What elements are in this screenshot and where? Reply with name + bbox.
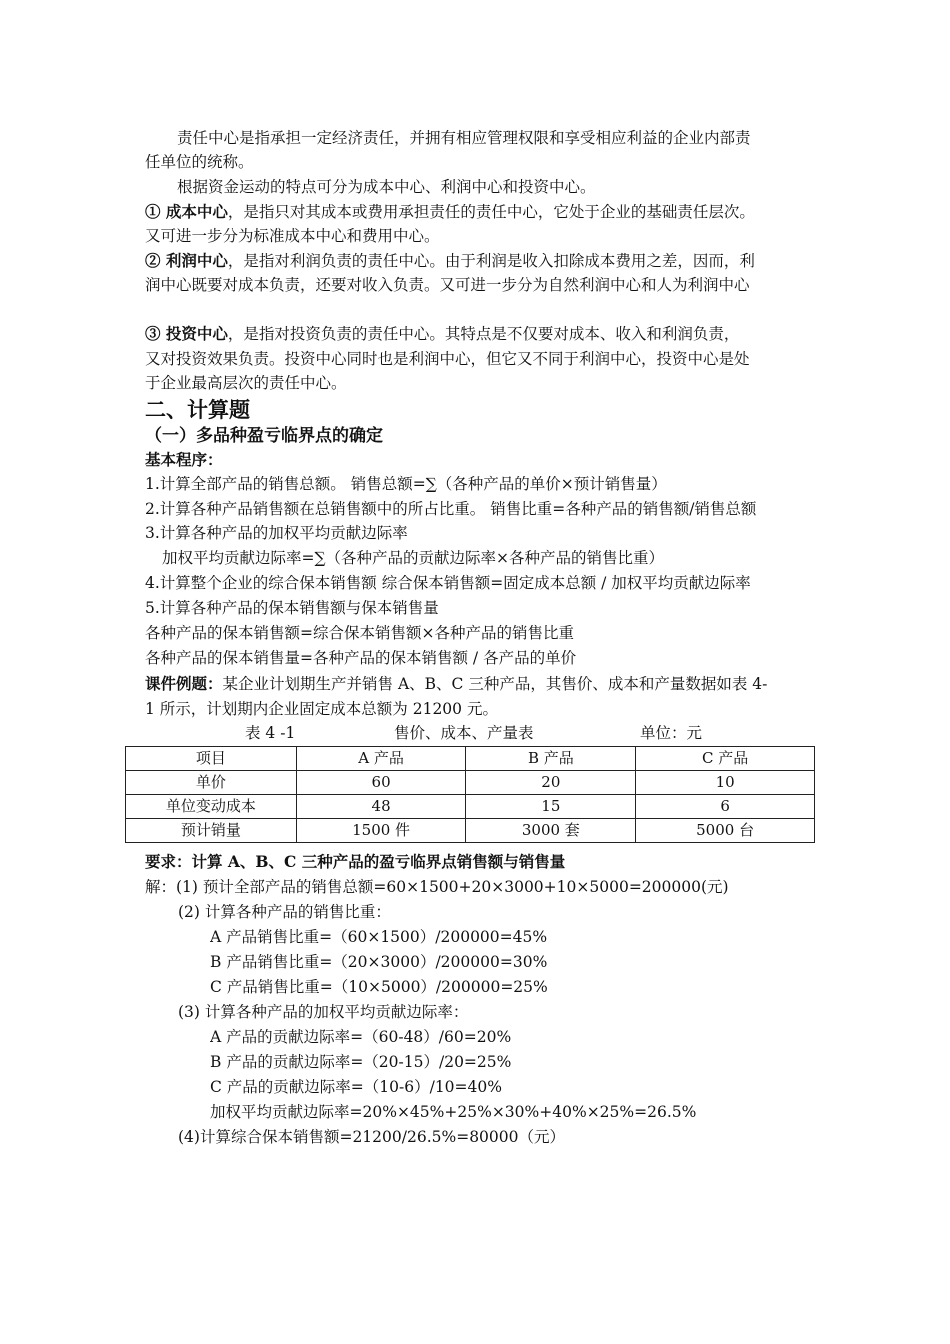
table-cell: 预计销量 — [126, 819, 297, 843]
table-header-cell: C 产品 — [636, 747, 815, 771]
example-line: 1 所示，计划期内企业固定成本总额为 21200 元。 — [145, 700, 498, 718]
price-cost-volume-table — [125, 746, 815, 843]
investment-center-line: 又对投资效果负责。投资中心同时也是利润中心，但它又不同于利润中心，投资中心是处 — [145, 350, 750, 368]
solution-line: (3) 计算各种产品的加权平均贡献边际率： — [178, 1003, 469, 1021]
table-cell: 20 — [466, 771, 636, 795]
solution-line: B 产品销售比重=（20×3000）/200000=30% — [210, 953, 548, 971]
procedure-formula: 各种产品的保本销售额=综合保本销售额×各种产品的销售比重 — [145, 624, 574, 642]
table-cell: 6 — [636, 795, 815, 819]
table-header-row — [126, 747, 815, 771]
profit-center-line: ② 利润中心，是指对利润负责的责任中心。由于利润是收入扣除成本费用之差，因而，利 — [145, 251, 755, 270]
table-row — [126, 771, 815, 795]
table-cell: 单价 — [126, 771, 297, 795]
cost-center-label: ① 成本中心 — [145, 202, 228, 221]
table-cell: 5000 台 — [636, 819, 815, 843]
requirement-line: 要求：计算 A、B、C 三种产品的盈亏临界点销售额与销售量 — [145, 852, 566, 871]
cost-center-line: ① 成本中心，是指只对其成本或费用承担责任的责任中心，它处于企业的基础责任层次。 — [145, 202, 755, 221]
procedure-step: 5.计算各种产品的保本销售额与保本销售量 — [145, 599, 439, 617]
example-line: 课件例题：某企业计划期生产并销售 A、B、C 三种产品，其售价、成本和产量数据如表 4- — [145, 674, 768, 693]
classification-line: 根据资金运动的特点可分为成本中心、利润中心和投资中心。 — [177, 178, 596, 196]
intro-paragraph-line: 任单位的统称。 — [145, 153, 254, 171]
table-header-cell: B 产品 — [466, 747, 636, 771]
procedure-step: 2.计算各种产品销售额在总销售额中的所占比重。 销售比重=各种产品的销售额/销售总额 — [145, 500, 757, 518]
table-cell: 48 — [296, 795, 466, 819]
solution-line: A 产品的贡献边际率=（60-48）/60=20% — [210, 1028, 512, 1046]
investment-center-line: 于企业最高层次的责任中心。 — [145, 374, 347, 392]
table-cell: 单位变动成本 — [126, 795, 297, 819]
table-cell: 60 — [296, 771, 466, 795]
procedure-formula: 加权平均贡献边际率=∑（各种产品的贡献边际率×各种产品的销售比重） — [162, 549, 665, 567]
procedure-label: 基本程序： — [145, 450, 223, 469]
table-unit: 单位：元 — [640, 724, 703, 742]
profit-center-line: 润中心既要对成本负责，还要对收入负责。又可进一步分为自然利润中心和人为利润中心 — [145, 276, 750, 294]
subsection-heading: （一）多品种盈亏临界点的确定 — [145, 426, 383, 446]
intro-paragraph-line: 责任中心是指承担一定经济责任，并拥有相应管理权限和享受相应利益的企业内部责 — [177, 129, 751, 147]
table-cell: 15 — [466, 795, 636, 819]
investment-center-label: ③ 投资中心 — [145, 324, 228, 343]
table-cell: 1500 件 — [296, 819, 466, 843]
table-number: 表 4 -1 — [245, 724, 296, 742]
procedure-step: 1.计算全部产品的销售总额。 销售总额=∑（各种产品的单价×预计销售量） — [145, 475, 667, 493]
procedure-formula: 各种产品的保本销售量=各种产品的保本销售额 / 各产品的单价 — [145, 649, 577, 667]
table-title: 售价、成本、产量表 — [394, 724, 534, 742]
solution-line: B 产品的贡献边际率=（20-15）/20=25% — [210, 1053, 512, 1071]
solution-line: (4)计算综合保本销售额=21200/26.5%=80000（元） — [178, 1128, 566, 1146]
solution-line: A 产品销售比重=（60×1500）/200000=45% — [210, 928, 548, 946]
section-heading: 二、计算题 — [145, 397, 250, 422]
table-header-cell: 项目 — [126, 747, 297, 771]
investment-center-line: ③ 投资中心，是指对投资负责的责任中心。其特点是不仅要对成本、收入和利润负责， — [145, 324, 740, 343]
table-row — [126, 795, 815, 819]
procedure-step: 3.计算各种产品的加权平均贡献边际率 — [145, 524, 408, 542]
table-cell: 10 — [636, 771, 815, 795]
procedure-step: 4.计算整个企业的综合保本销售额 综合保本销售额=固定成本总额 / 加权平均贡献边际率 — [145, 574, 751, 592]
table-header-cell: A 产品 — [296, 747, 466, 771]
solution-line: 解：(1) 预计全部产品的销售总额=60×1500+20×3000+10×5000=200000(元) — [145, 878, 729, 896]
solution-line: C 产品销售比重=（10×5000）/200000=25% — [210, 978, 548, 996]
cost-center-line: 又可进一步分为标准成本中心和费用中心。 — [145, 227, 440, 245]
table-cell: 3000 套 — [466, 819, 636, 843]
profit-center-label: ② 利润中心 — [145, 251, 228, 270]
solution-line: C 产品的贡献边际率=（10-6）/10=40% — [210, 1078, 502, 1096]
example-label: 课件例题： — [145, 674, 223, 693]
solution-line: 加权平均贡献边际率=20%×45%+25%×30%+40%×25%=26.5% — [210, 1103, 697, 1121]
table-row — [126, 819, 815, 843]
solution-line: (2) 计算各种产品的销售比重： — [178, 903, 391, 921]
